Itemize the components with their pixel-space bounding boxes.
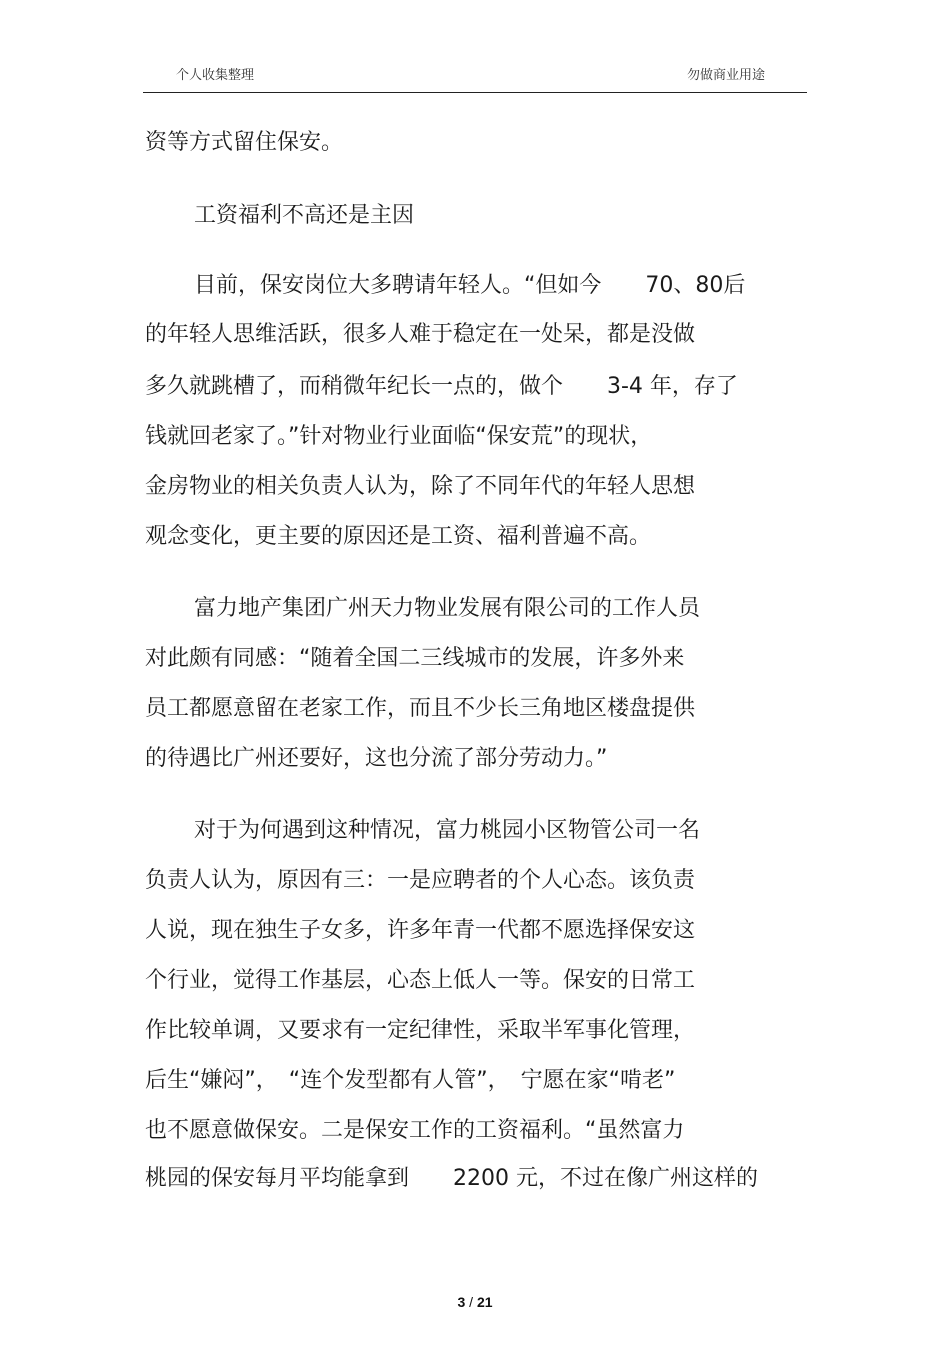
paragraph-line: 员工都愿意留在老家工作，而且不少长三角地区楼盘提供 <box>145 696 696 721</box>
page-separator: / <box>469 1294 474 1310</box>
paragraph-line: 多久就跳槽了，而稍微年纪长一点的，做个 3-4 年，存了 <box>145 374 738 399</box>
page-header <box>143 64 807 93</box>
paragraph-line: 钱就回老家了。”针对物业行业面临“保安荒”的现状， <box>145 424 653 449</box>
paragraph-line: 人说，现在独生子女多，许多年青一代都不愿选择保安这 <box>145 918 696 943</box>
paragraph-line: 资等方式留住保安。 <box>145 130 344 155</box>
paragraph-line: 对此颇有同感：“随着全国二三线城市的发展，许多外来 <box>145 646 685 671</box>
paragraph-line: 个行业，觉得工作基层，心态上低人一等。保安的日常工 <box>145 968 696 993</box>
paragraph-line: 也不愿意做保安。二是保安工作的工资福利。“虽然富力 <box>145 1118 685 1143</box>
header-left-text: 个人收集整理 <box>176 68 255 83</box>
paragraph-line: 后生“嫌闷”， “连个发型都有人管”， 宁愿在家“啃老” <box>145 1068 676 1093</box>
section-heading: 工资福利不高还是主因 <box>194 203 415 228</box>
paragraph-line: 负责人认为，原因有三：一是应聘者的个人心态。该负责 <box>145 868 696 893</box>
current-page-number: 3 <box>457 1294 466 1310</box>
paragraph-line: 作比较单调，又要求有一定纪律性，采取半军事化管理， <box>145 1018 696 1043</box>
paragraph-line: 金房物业的相关负责人认为，除了不同年代的年轻人思想 <box>145 474 696 499</box>
paragraph-line: 目前，保安岗位大多聘请年轻人。“但如今 70、80后 <box>194 273 746 298</box>
paragraph-line: 的年轻人思维活跃，很多人难于稳定在一处呆，都是没做 <box>145 322 696 347</box>
paragraph-line: 桃园的保安每月平均能拿到 2200 元，不过在像广州这样的 <box>145 1166 758 1191</box>
paragraph-line: 富力地产集团广州天力物业发展有限公司的工作人员 <box>194 596 701 621</box>
page-number <box>0 1292 950 1312</box>
paragraph-line: 的待遇比广州还要好，这也分流了部分劳动力。” <box>145 746 608 771</box>
header-right-text: 勿做商业用途 <box>686 68 765 83</box>
paragraph-line: 对于为何遇到这种情况，富力桃园小区物管公司一名 <box>194 818 701 843</box>
paragraph-line: 观念变化，更主要的原因还是工资、福利普遍不高。 <box>145 524 652 549</box>
total-pages-number: 21 <box>476 1294 493 1310</box>
